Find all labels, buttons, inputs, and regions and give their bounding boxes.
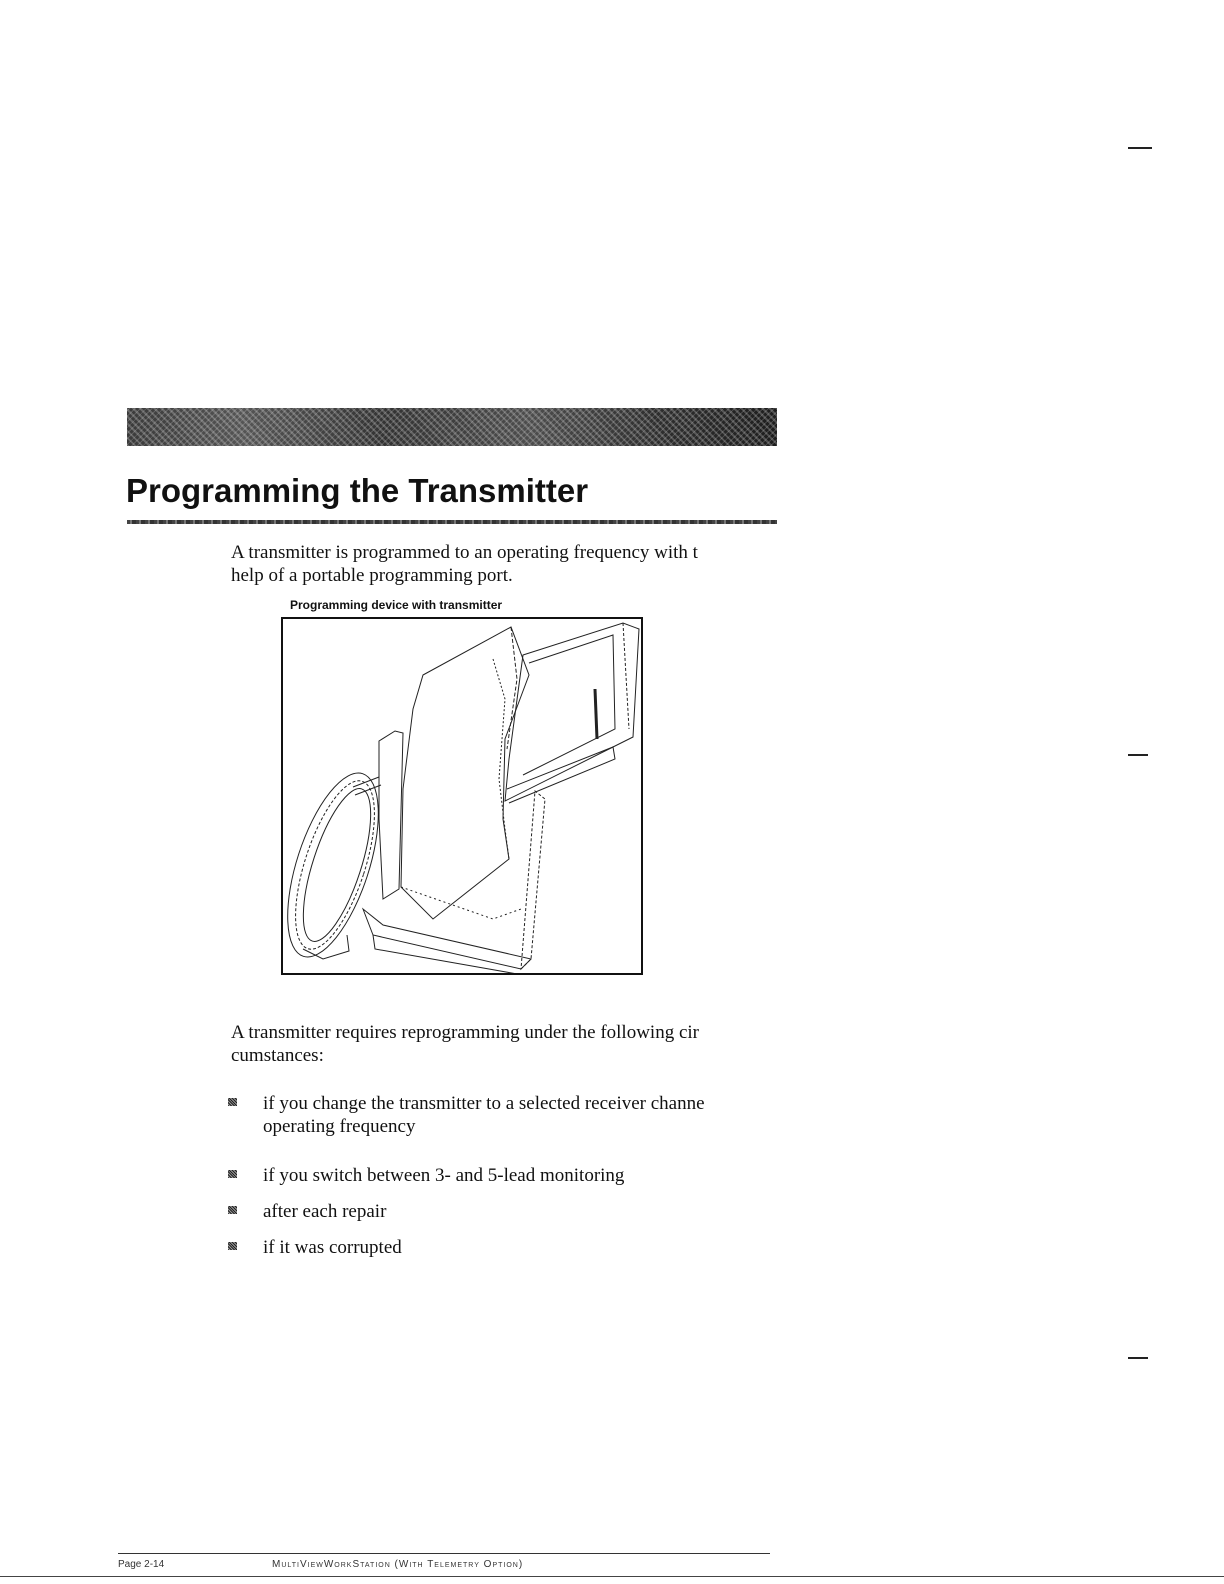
margin-tick-middle xyxy=(1128,754,1148,756)
cable-lead xyxy=(353,777,381,795)
transmitter-seam xyxy=(401,887,521,919)
circumstances-line-2: cumstances: xyxy=(231,1045,324,1066)
bullet-line-2: operating frequency xyxy=(263,1116,416,1137)
footer-document-title: MultiViewWorkStation (With Telemetry Option) xyxy=(272,1559,524,1570)
cable-foot xyxy=(303,935,349,959)
figure-programming-device xyxy=(281,617,643,975)
bullet-marker xyxy=(228,1098,237,1106)
cradle-base xyxy=(363,909,531,969)
section-header-bar xyxy=(127,408,777,446)
bullet-line-1: if you change the transmitter to a selected receiver channe xyxy=(263,1093,705,1114)
cable-coil-mid xyxy=(283,772,391,958)
circumstances-line-1: A transmitter requires reprogramming under the following cir xyxy=(231,1022,700,1043)
port-module-slot xyxy=(595,689,597,739)
margin-tick-bottom xyxy=(1128,1357,1148,1359)
margin-tick-top xyxy=(1128,147,1152,149)
bullet-marker xyxy=(228,1206,237,1214)
bullet-text: if you switch between 3- and 5-lead monitoring xyxy=(263,1165,625,1186)
circumstances-paragraph xyxy=(231,1021,779,1067)
intro-line-1: A transmitter is programmed to an operating frequency with t xyxy=(231,542,698,563)
bullet-text xyxy=(263,1092,788,1138)
title-underline xyxy=(127,520,777,524)
intro-paragraph xyxy=(231,541,779,587)
port-module-edge xyxy=(623,623,629,729)
bullet-text: if it was corrupted xyxy=(263,1237,402,1258)
bullet-text: after each repair xyxy=(263,1201,387,1222)
cradle-front xyxy=(373,935,523,973)
programming-device-illustration xyxy=(283,619,641,973)
transmitter-side xyxy=(493,659,509,859)
bullet-marker xyxy=(228,1170,237,1178)
figure-caption: Programming device with transmitter xyxy=(290,598,503,612)
bullet-marker xyxy=(228,1242,237,1250)
page-title: Programming the Transmitter xyxy=(126,472,589,509)
footer-page-number: Page 2-14 xyxy=(118,1559,165,1570)
transmitter-body xyxy=(401,627,529,919)
footer-bottom-rule xyxy=(0,1576,1224,1577)
footer-rule xyxy=(118,1553,770,1554)
port-module-face xyxy=(523,635,615,775)
side-bracket xyxy=(379,731,403,899)
cradle-back-wall xyxy=(521,791,545,969)
intro-line-2: help of a portable programming port. xyxy=(231,565,513,586)
